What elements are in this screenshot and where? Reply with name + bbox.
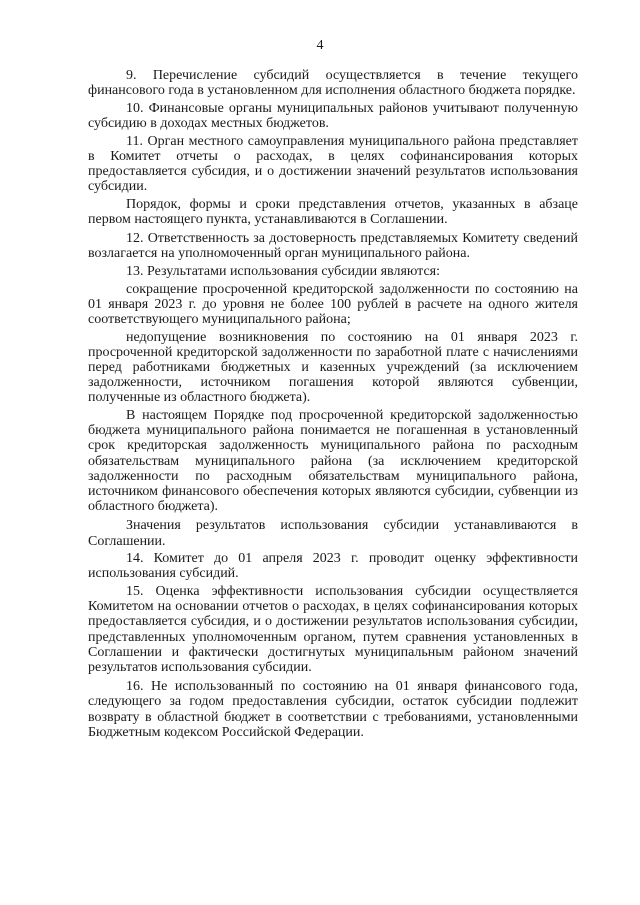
paragraph-result-values: Значения результатов использования субсидии устанавливаются в Соглашении.	[88, 518, 578, 549]
paragraph-result-salary-debt: недопущение возникновения по состоянию на 01 января 2023 г. просроченной кредиторской задолженности по заработной плате с начислениями перед работниками бюджетных и казенных учреждений (за исключением задолженности, источником погашения которой являются субвенции, полученные из областного бюджета).	[88, 329, 578, 406]
paragraph-item-16: 16. Не использованный по состоянию на 01 января финансового года, следующего за годом предоставления субсидии, остаток субсидии подлежит возврату в областной бюджет в соответствии с требованиями, установленными Бюджетным кодексом Российской Федерации.	[88, 679, 578, 740]
paragraph-debt-definition: В настоящем Порядке под просроченной кредиторской задолженностью бюджета муниципального района понимается не погашенная в установленный срок кредиторская задолженность муниципального района по расходным обязательствам муниципального района (за исключением кредиторской задолженности по расходным обязательствам муниципального района, источником финансового обеспечения которых являются субсидии, субвенции из областного бюджета).	[88, 408, 578, 515]
paragraph-result-debt-reduction: сокращение просроченной кредиторской задолженности по состоянию на 01 января 2023 г. до уровня не более 100 рублей в расчете на одного жителя соответствующего муниципального района;	[88, 281, 578, 327]
paragraph-item-9: 9. Перечисление субсидий осуществляется в течение текущего финансового года в установленном для исполнения областного бюджета порядке.	[88, 68, 578, 99]
document-body	[88, 68, 578, 742]
paragraph-reports-procedure: Порядок, формы и сроки представления отчетов, указанных в абзаце первом настоящего пункта, устанавливаются в Соглашении.	[88, 196, 578, 227]
paragraph-item-10: 10. Финансовые органы муниципальных районов учитывают полученную субсидию в доходах местных бюджетов.	[88, 100, 578, 131]
paragraph-item-14: 14. Комитет до 01 апреля 2023 г. проводит оценку эффективности использования субсидий.	[88, 551, 578, 582]
paragraph-item-11: 11. Орган местного самоуправления муниципального района представляет в Комитет отчеты о расходах, в целях софинансирования которых предоставляется субсидия, и о достижении значений результатов использования субсидии.	[88, 133, 578, 195]
paragraph-item-15: 15. Оценка эффективности использования субсидии осуществляется Комитетом на основании отчетов о расходах, в целях софинансирования которых предоставляется субсидия, и о достижении результатов использования субсидии, представленных уполномоченным органом, путем сравнения установленных в Соглашении и фактически достигнутых муниципальным районом значений результатов использования субсидии.	[88, 584, 578, 676]
paragraph-item-13: 13. Результатами использования субсидии являются:	[126, 264, 441, 279]
paragraph-item-12: 12. Ответственность за достоверность представляемых Комитету сведений возлагается на уполномоченный орган муниципального района.	[88, 231, 578, 262]
page-number: 4	[316, 38, 324, 53]
